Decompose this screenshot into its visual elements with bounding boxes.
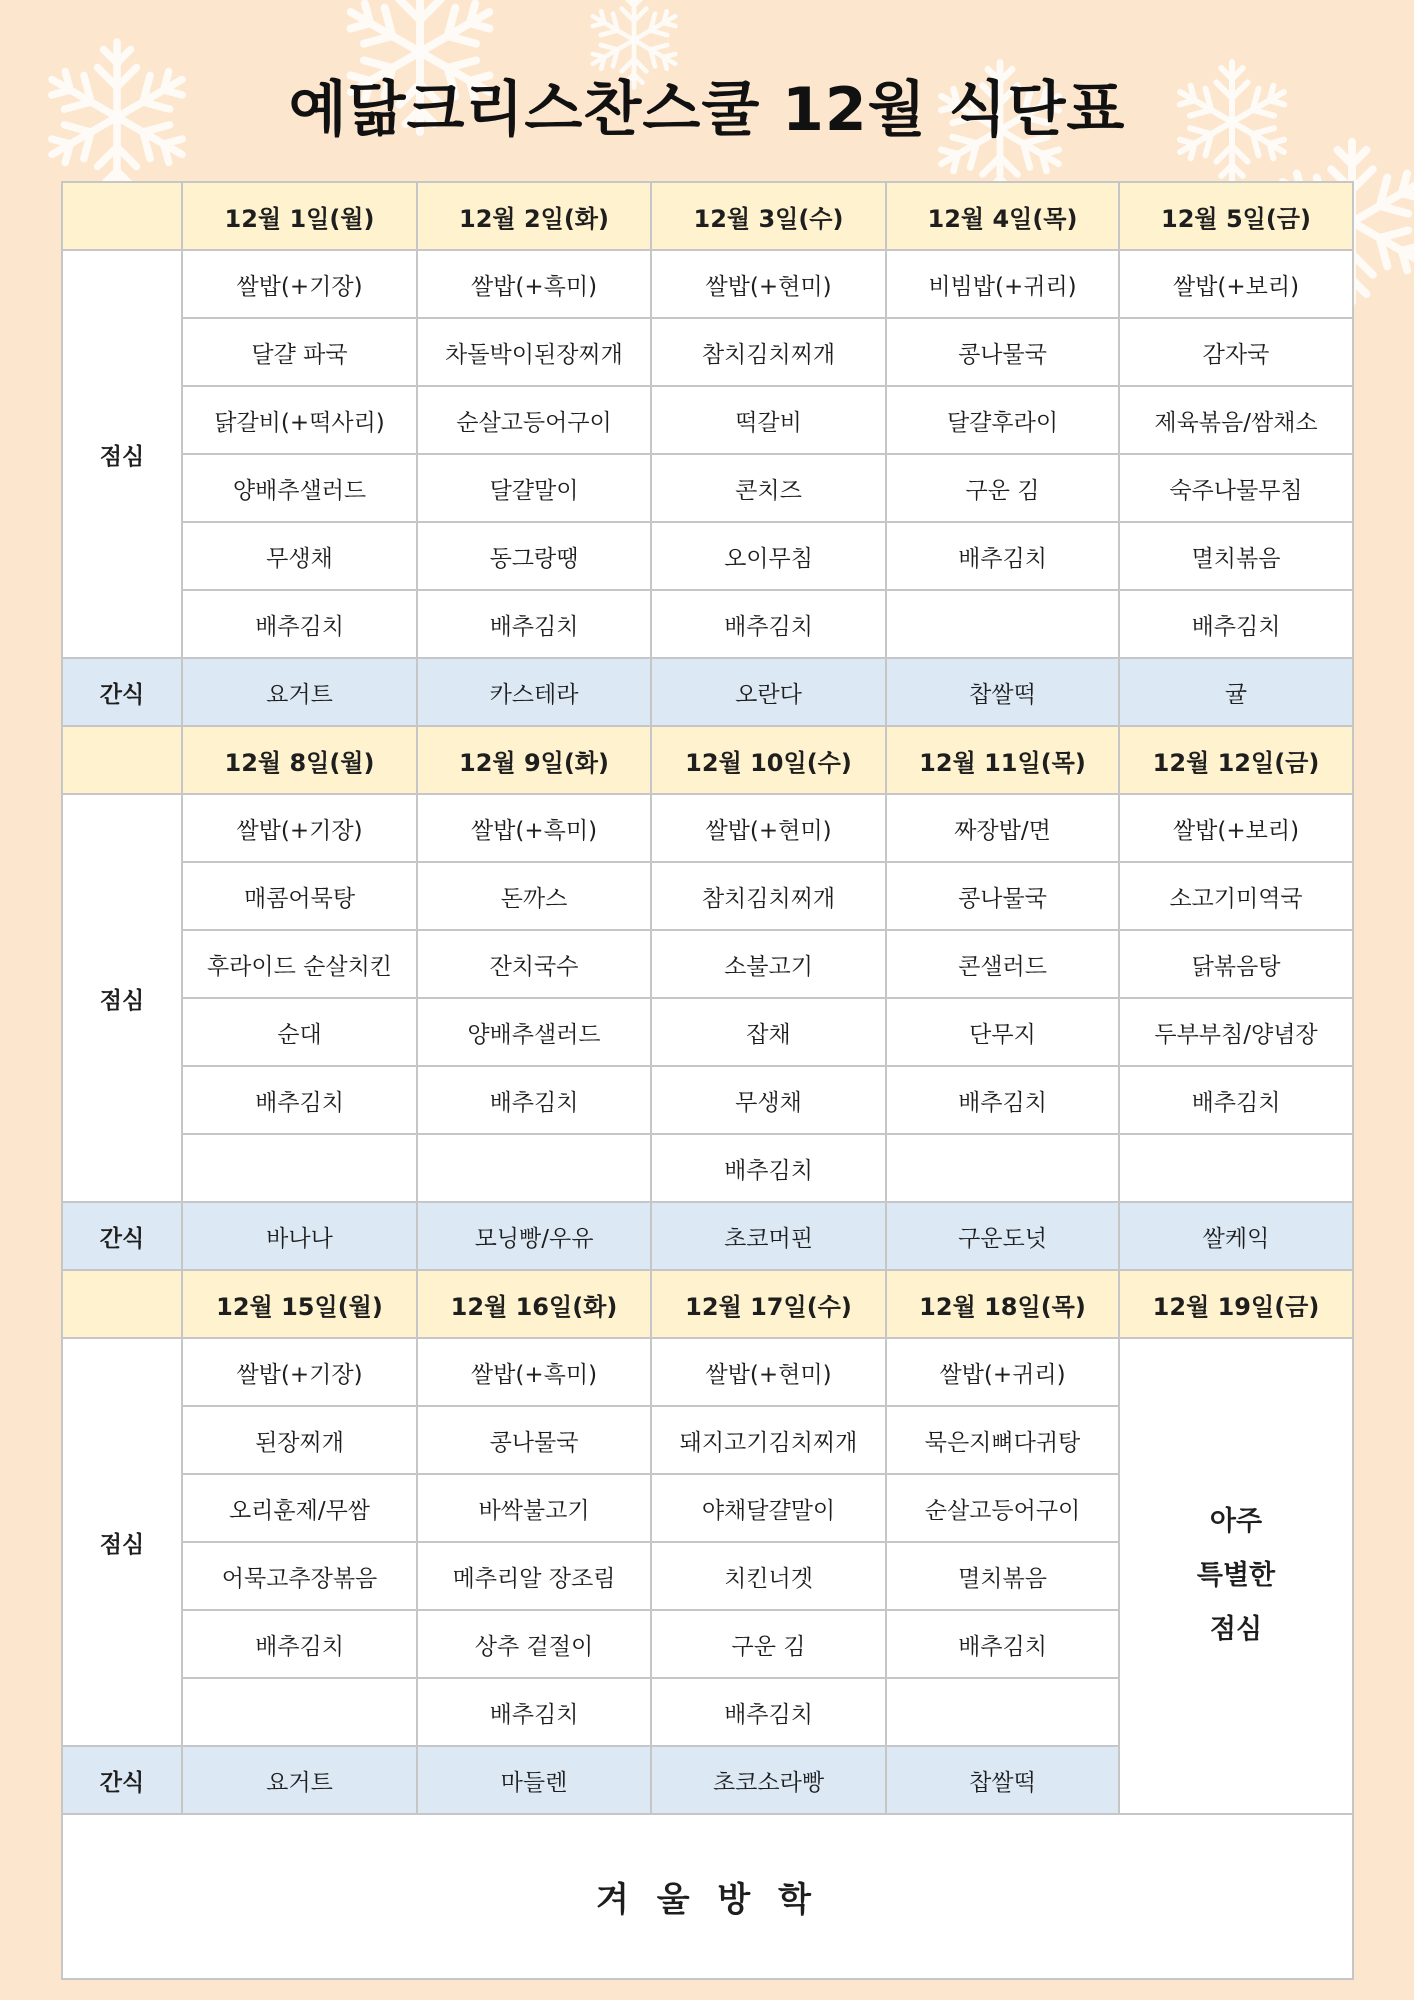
- menu-item: 후라이드 순살치킨: [182, 930, 417, 998]
- menu-item: 배추김치: [651, 1134, 886, 1202]
- snack-item: 오란다: [651, 658, 886, 726]
- empty-cell: [886, 1678, 1119, 1746]
- snack-item: 바나나: [182, 1202, 417, 1270]
- snack-item: 귤: [1119, 658, 1353, 726]
- menu-item: 배추김치: [417, 1066, 651, 1134]
- menu-item: 배추김치: [182, 1610, 417, 1678]
- snack-item: 찹쌀떡: [886, 658, 1119, 726]
- lunch-row: [62, 1338, 1353, 1406]
- date-row: [62, 1270, 1353, 1338]
- lunch-label: 점심: [62, 250, 182, 658]
- snack-item: 카스테라: [417, 658, 651, 726]
- menu-item: 쌀밥(+기장): [182, 1338, 417, 1406]
- menu-item: 쌀밥(+현미): [651, 1338, 886, 1406]
- empty-cell: [886, 1134, 1119, 1202]
- menu-item: 양배추샐러드: [182, 454, 417, 522]
- lunch-row: [62, 250, 1353, 318]
- menu-item: 배추김치: [651, 590, 886, 658]
- date-header: 12월 16일(화): [417, 1270, 651, 1338]
- menu-item: 닭볶음탕: [1119, 930, 1353, 998]
- special-lunch-text: 아주: [1209, 1506, 1263, 1537]
- date-header: 12월 4일(목): [886, 182, 1119, 250]
- date-header: 12월 9일(화): [417, 726, 651, 794]
- menu-item: 제육볶음/쌈채소: [1119, 386, 1353, 454]
- date-header: 12월 1일(월): [182, 182, 417, 250]
- snack-item: 마들렌: [417, 1746, 651, 1814]
- menu-item: 묵은지뼈다귀탕: [886, 1406, 1119, 1474]
- menu-item: 오리훈제/무쌈: [182, 1474, 417, 1542]
- menu-item: 바싹불고기: [417, 1474, 651, 1542]
- menu-item: 돈까스: [417, 862, 651, 930]
- menu-item: 어묵고추장볶음: [182, 1542, 417, 1610]
- empty-cell: [182, 1678, 417, 1746]
- menu-item: 두부부침/양념장: [1119, 998, 1353, 1066]
- date-header: 12월 5일(금): [1119, 182, 1353, 250]
- menu-item: 비빔밥(+귀리): [886, 250, 1119, 318]
- lunch-row: [62, 1134, 1353, 1202]
- lunch-row: [62, 454, 1353, 522]
- menu-item: 배추김치: [182, 1066, 417, 1134]
- lunch-label: 점심: [62, 1338, 182, 1746]
- snack-item: 요거트: [182, 1746, 417, 1814]
- lunch-row: [62, 1066, 1353, 1134]
- snack-label: 간식: [62, 658, 182, 726]
- snack-label: 간식: [62, 1202, 182, 1270]
- snack-item: 초코머핀: [651, 1202, 886, 1270]
- menu-item: 무생채: [182, 522, 417, 590]
- menu-item: 쌀밥(+흑미): [417, 1338, 651, 1406]
- menu-item: 된장찌개: [182, 1406, 417, 1474]
- special-lunch-text: 점심: [1209, 1614, 1263, 1645]
- snack-item: 요거트: [182, 658, 417, 726]
- menu-item: 치킨너겟: [651, 1542, 886, 1610]
- footer-row: [62, 1814, 1353, 1979]
- empty-cell: [1119, 1134, 1353, 1202]
- menu-item: 짜장밥/면: [886, 794, 1119, 862]
- menu-item: 배추김치: [886, 1066, 1119, 1134]
- menu-item: 배추김치: [417, 590, 651, 658]
- lunch-row: [62, 386, 1353, 454]
- menu-item: 콘샐러드: [886, 930, 1119, 998]
- menu-item: 쌀밥(+현미): [651, 250, 886, 318]
- lunch-row: [62, 318, 1353, 386]
- menu-item: 콩나물국: [417, 1406, 651, 1474]
- menu-item: 쌀밥(+보리): [1119, 794, 1353, 862]
- snack-label: 간식: [62, 1746, 182, 1814]
- date-header: 12월 12일(금): [1119, 726, 1353, 794]
- menu-item: 구운 김: [886, 454, 1119, 522]
- menu-item: 차돌박이된장찌개: [417, 318, 651, 386]
- menu-item: 순살고등어구이: [417, 386, 651, 454]
- menu-item: 배추김치: [417, 1678, 651, 1746]
- empty-cell: [886, 590, 1119, 658]
- menu-table-body: [62, 182, 1353, 1979]
- snack-item: 초코소라빵: [651, 1746, 886, 1814]
- date-header: 12월 10일(수): [651, 726, 886, 794]
- menu-item: 쌀밥(+흑미): [417, 250, 651, 318]
- date-header: 12월 2일(화): [417, 182, 651, 250]
- menu-item: 배추김치: [182, 590, 417, 658]
- special-lunch-text: 특별한: [1196, 1560, 1276, 1591]
- lunch-row: [62, 862, 1353, 930]
- corner-cell: [62, 1270, 182, 1338]
- menu-item: 콩나물국: [886, 862, 1119, 930]
- menu-item: 쌀밥(+현미): [651, 794, 886, 862]
- menu-item: 상추 겉절이: [417, 1610, 651, 1678]
- menu-item: 배추김치: [1119, 1066, 1353, 1134]
- menu-item: 콘치즈: [651, 454, 886, 522]
- menu-item: 순살고등어구이: [886, 1474, 1119, 1542]
- menu-table: [61, 181, 1354, 1980]
- corner-cell: [62, 726, 182, 794]
- lunch-row: [62, 794, 1353, 862]
- menu-item: 배추김치: [886, 522, 1119, 590]
- menu-item: 참치김치찌개: [651, 318, 886, 386]
- lunch-row: [62, 522, 1353, 590]
- lunch-row: [62, 998, 1353, 1066]
- menu-item: 잡채: [651, 998, 886, 1066]
- menu-item: 배추김치: [1119, 590, 1353, 658]
- date-header: 12월 8일(월): [182, 726, 417, 794]
- menu-item: 쌀밥(+귀리): [886, 1338, 1119, 1406]
- menu-item: 쌀밥(+기장): [182, 794, 417, 862]
- menu-item: 멸치볶음: [1119, 522, 1353, 590]
- lunch-row: [62, 930, 1353, 998]
- menu-item: 멸치볶음: [886, 1542, 1119, 1610]
- snack-item: 모닝빵/우유: [417, 1202, 651, 1270]
- date-row: [62, 182, 1353, 250]
- snack-row: [62, 1202, 1353, 1270]
- lunch-label: 점심: [62, 794, 182, 1202]
- snack-item: 찹쌀떡: [886, 1746, 1119, 1814]
- menu-item: 양배추샐러드: [417, 998, 651, 1066]
- menu-item: 단무지: [886, 998, 1119, 1066]
- menu-item: 쌀밥(+보리): [1119, 250, 1353, 318]
- menu-item: 야채달걀말이: [651, 1474, 886, 1542]
- date-header: 12월 17일(수): [651, 1270, 886, 1338]
- menu-item: 콩나물국: [886, 318, 1119, 386]
- date-header: 12월 3일(수): [651, 182, 886, 250]
- corner-cell: [62, 182, 182, 250]
- menu-item: 메추리알 장조림: [417, 1542, 651, 1610]
- menu-item: 달걀후라이: [886, 386, 1119, 454]
- menu-item: 배추김치: [651, 1678, 886, 1746]
- menu-item: 달걀말이: [417, 454, 651, 522]
- menu-item: 닭갈비(+떡사리): [182, 386, 417, 454]
- date-row: [62, 726, 1353, 794]
- menu-item: 달걀 파국: [182, 318, 417, 386]
- lunch-row: [62, 590, 1353, 658]
- menu-item: 매콤어묵탕: [182, 862, 417, 930]
- empty-cell: [182, 1134, 417, 1202]
- snack-item: 구운도넛: [886, 1202, 1119, 1270]
- winter-break-notice: 겨 울 방 학: [62, 1814, 1353, 1979]
- menu-item: 쌀밥(+흑미): [417, 794, 651, 862]
- empty-cell: [417, 1134, 651, 1202]
- menu-item: 떡갈비: [651, 386, 886, 454]
- menu-item: 오이무침: [651, 522, 886, 590]
- snack-row: [62, 658, 1353, 726]
- date-header: 12월 19일(금): [1119, 1270, 1353, 1338]
- menu-item: 소고기미역국: [1119, 862, 1353, 930]
- menu-item: 구운 김: [651, 1610, 886, 1678]
- menu-item: 참치김치찌개: [651, 862, 886, 930]
- menu-item: 숙주나물무침: [1119, 454, 1353, 522]
- date-header: 12월 18일(목): [886, 1270, 1119, 1338]
- menu-item: 동그랑땡: [417, 522, 651, 590]
- menu-item: 잔치국수: [417, 930, 651, 998]
- snack-item: 쌀케익: [1119, 1202, 1353, 1270]
- menu-item: 쌀밥(+기장): [182, 250, 417, 318]
- page-title: 예닮크리스찬스쿨 12월 식단표: [288, 75, 1126, 145]
- special-lunch-cell: [1119, 1338, 1353, 1814]
- menu-item: 소불고기: [651, 930, 886, 998]
- menu-item: 돼지고기김치찌개: [651, 1406, 886, 1474]
- menu-item: 순대: [182, 998, 417, 1066]
- date-header: 12월 11일(목): [886, 726, 1119, 794]
- menu-item: 무생채: [651, 1066, 886, 1134]
- menu-item: 감자국: [1119, 318, 1353, 386]
- date-header: 12월 15일(월): [182, 1270, 417, 1338]
- menu-item: 배추김치: [886, 1610, 1119, 1678]
